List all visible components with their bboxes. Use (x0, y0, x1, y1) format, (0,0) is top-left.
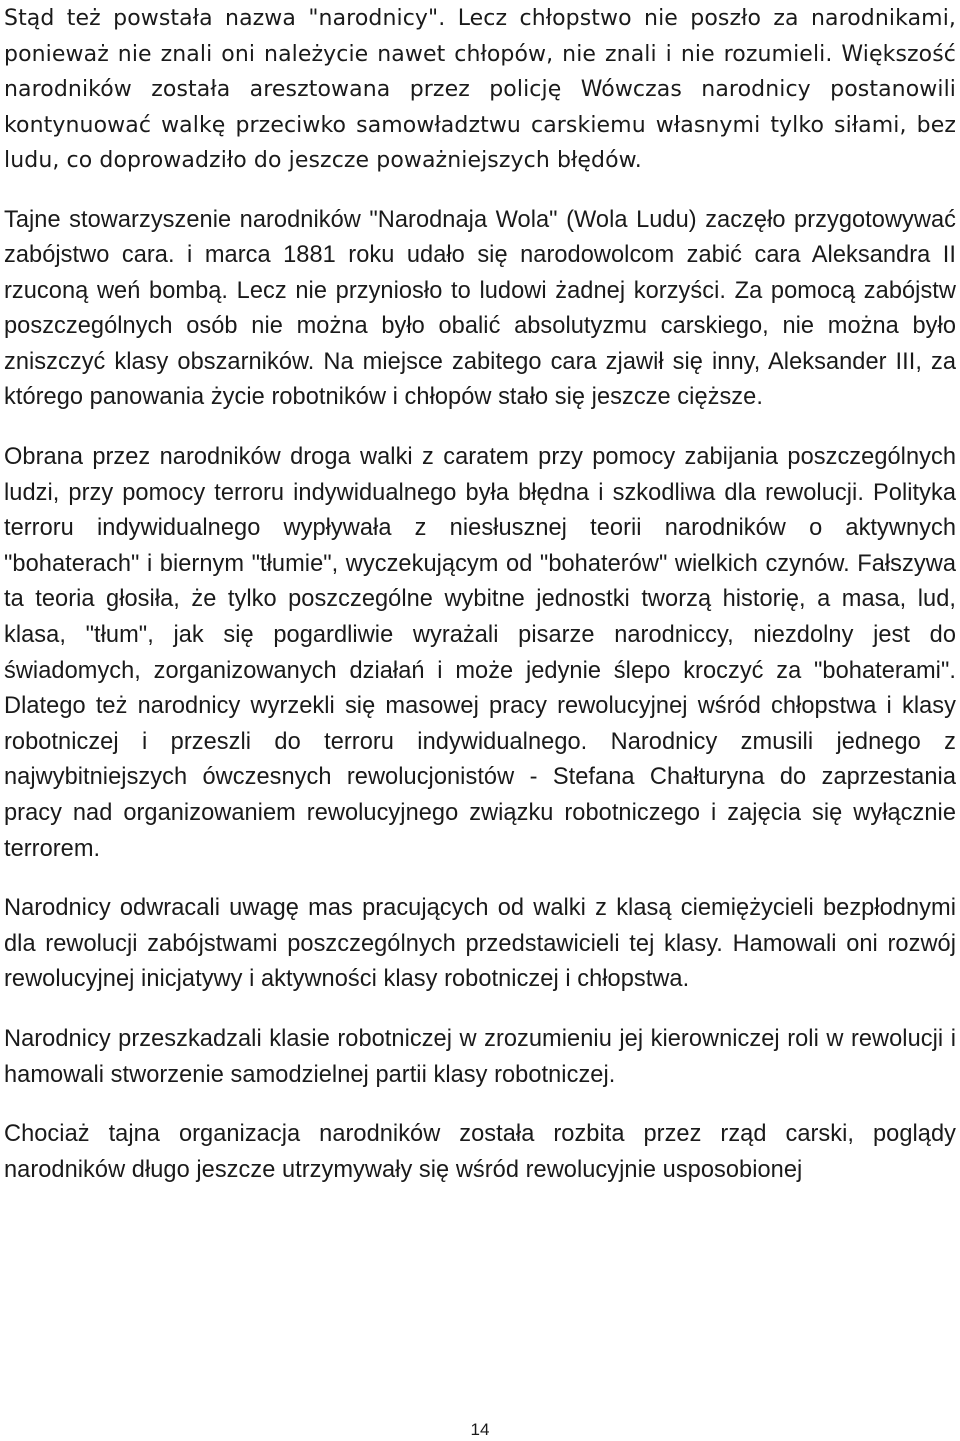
page-number: 14 (470, 1420, 490, 1439)
paragraph-6: Chociaż tajna organizacja narodników została rozbita przez rząd carski, poglądy narodników długo jeszcze utrzymywały się wśród rewolucyjnie usposobionej (4, 1121, 956, 1183)
paragraph-4: Narodnicy odwracali uwagę mas pracujących od walki z klasą ciemiężycieli bezpłodnymi dla rewolucji zabójstwami poszczególnych przedstawicieli tej klasy. Hamowali oni rozwój rewolucyjnej inicjatywy i aktywności klasy robotniczej i chłopstwa. (4, 895, 956, 993)
paragraph-1: Stąd też powstała nazwa "narodnicy". Lecz chłopstwo nie poszło za narodnikami, ponieważ nie znali oni należycie nawet chłopów, nie znali i nie rozumieli. Większość narodników została aresztowana przez policję Wówczas narodnicy postanowili kontynuować walkę przeciwko samowładztwu carskiemu własnymi tylko siłami, bez ludu, co doprowadziło do jeszcze poważniejszych błędów. (4, 6, 956, 173)
paragraph-2: Tajne stowarzyszenie narodników "Narodnaja Wola" (Wola Ludu) zaczęło przygotowywać zabójstwo cara. i marca 1881 roku udało się narodowolcom zabić cara Aleksandra II rzuconą weń bombą. Lecz nie przyniosło to ludowi żadnej korzyści. Za pomocą zabójstw poszczególnych osób nie można było obalić absolutyzmu carskiego, nie można było zniszczyć klasy obszarników. Na miejsce zabitego cara zjawił się inny, Aleksander III, za którego panowania życie robotników i chłopów stało się jeszcze cięższe. (4, 206, 956, 411)
document-page (4, 0, 956, 1188)
paragraph-5: Narodnicy przeszkadzali klasie robotniczej w zrozumieniu jej kierowniczej roli w rewolucji i hamowali stworzenie samodzielnej partii klasy robotniczej. (4, 1025, 956, 1088)
paragraph-3: Obrana przez narodników droga walki z caratem przy pomocy zabijania poszczególnych ludzi, przy pomocy terroru indywidualnego była błędna i szkodliwa dla rewolucji. Polityka terroru indywidualnego wypływała z niesłusznej teorii narodników o aktywnych "bohaterach" i biernym "tłumie", wyczekującym od "bohaterów" wielkich czynów. Fałszywa ta teoria głosiła, że tylko poszczególne wybitne jednostki tworzą historię, a masa, lud, klasa, "tłum", jak się pogardliwie wyrażali pisarze narodniccy, niezdolny jest do świadomych, zorganizowanych działań i może jedynie ślepo kroczyć za "bohaterami". Dlatego też narodnicy wyrzekli się masowej pracy rewolucyjnej wśród chłopstwa i klasy robotniczej i przeszli do terroru indywidualnego. Narodnicy zmusili jednego z najwybitniejszych ówczesnych rewolucjonistów - Stefana Chałturyna do zaprzestania pracy nad organizowaniem rewolucyjnego związku robotniczego i zajęcia się wyłącznie terrorem. (4, 444, 956, 862)
